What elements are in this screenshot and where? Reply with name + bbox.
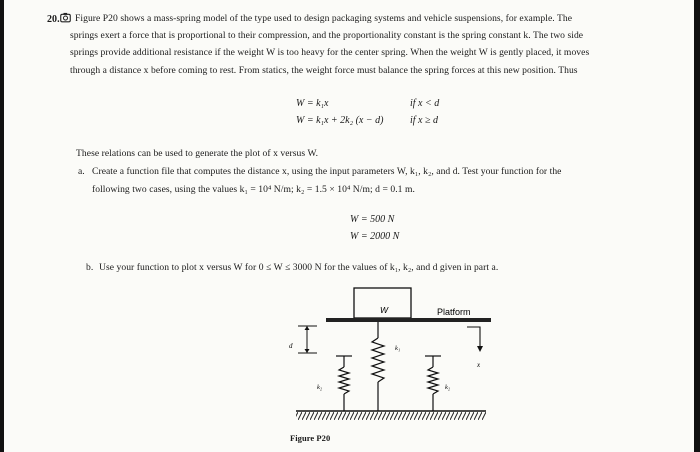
weight-label: W <box>380 305 389 315</box>
part-b-text: Use your function to plot x versus W for 0 ≤ W ≤ 3000 N for the values of k₁, k₂, and d given in part a. <box>99 262 499 273</box>
left-spring-k2 <box>336 356 352 411</box>
d-label: d <box>289 342 293 350</box>
part-a-label: a. <box>78 166 85 177</box>
intro-line-4: through a distance x before coming to rest. From statics, the weight force must balance the spring forces at this new position. Thus <box>70 65 578 76</box>
problem-page <box>4 0 694 452</box>
case-2: W = 2000 N <box>350 231 400 242</box>
case-1: W = 500 N <box>350 214 395 225</box>
right-spring-k2 <box>425 356 441 411</box>
x-arrow <box>467 327 480 347</box>
equation-1-lhs: W = k₁x <box>296 98 329 109</box>
equation-1-condition: if x < d <box>410 98 440 109</box>
part-b-label: b. <box>86 262 94 273</box>
center-spring-k1 <box>372 322 384 411</box>
platform <box>326 318 491 322</box>
intro-line-3: springs provide additional resistance if the weight W is too heavy for the center spring. When the weight W is gently placed, it moves <box>70 47 590 58</box>
ground-hatch <box>296 412 486 420</box>
camera-icon[interactable] <box>60 12 71 23</box>
k2-right-label: k₂ <box>445 384 451 391</box>
problem-number: 20. <box>47 14 60 25</box>
x-label: x <box>477 361 481 369</box>
relations-text: These relations can be used to generate the plot of x versus W. <box>76 148 319 159</box>
x-arrowhead <box>477 346 483 352</box>
figure-caption: Figure P20 <box>290 433 331 443</box>
equation-2-condition: if x ≥ d <box>410 115 438 126</box>
intro-line-1: Figure P20 shows a mass-spring model of the type used to design packaging systems and vehicle suspensions, for example. The <box>75 13 573 24</box>
platform-label: Platform <box>437 307 471 317</box>
part-a-line-1: Create a function file that computes the distance x, using the input parameters W, k₁, k₂, and d. Test your function for the <box>92 166 562 177</box>
mass-spring-diagram <box>274 284 504 446</box>
equation-2-lhs: W = k₁x + 2k₂ (x − d) <box>296 115 384 126</box>
k1-label: k₁ <box>395 345 401 352</box>
part-a-line-2: following two cases, using the values k₁ = 10⁴ N/m; k₂ = 1.5 × 10⁴ N/m; d = 0.1 m. <box>92 184 415 195</box>
k2-left-label: k₂ <box>317 384 323 391</box>
intro-line-2: springs exert a force that is proportional to their compression, and the proportionality constant is the spring constant k. The two side <box>70 30 584 41</box>
